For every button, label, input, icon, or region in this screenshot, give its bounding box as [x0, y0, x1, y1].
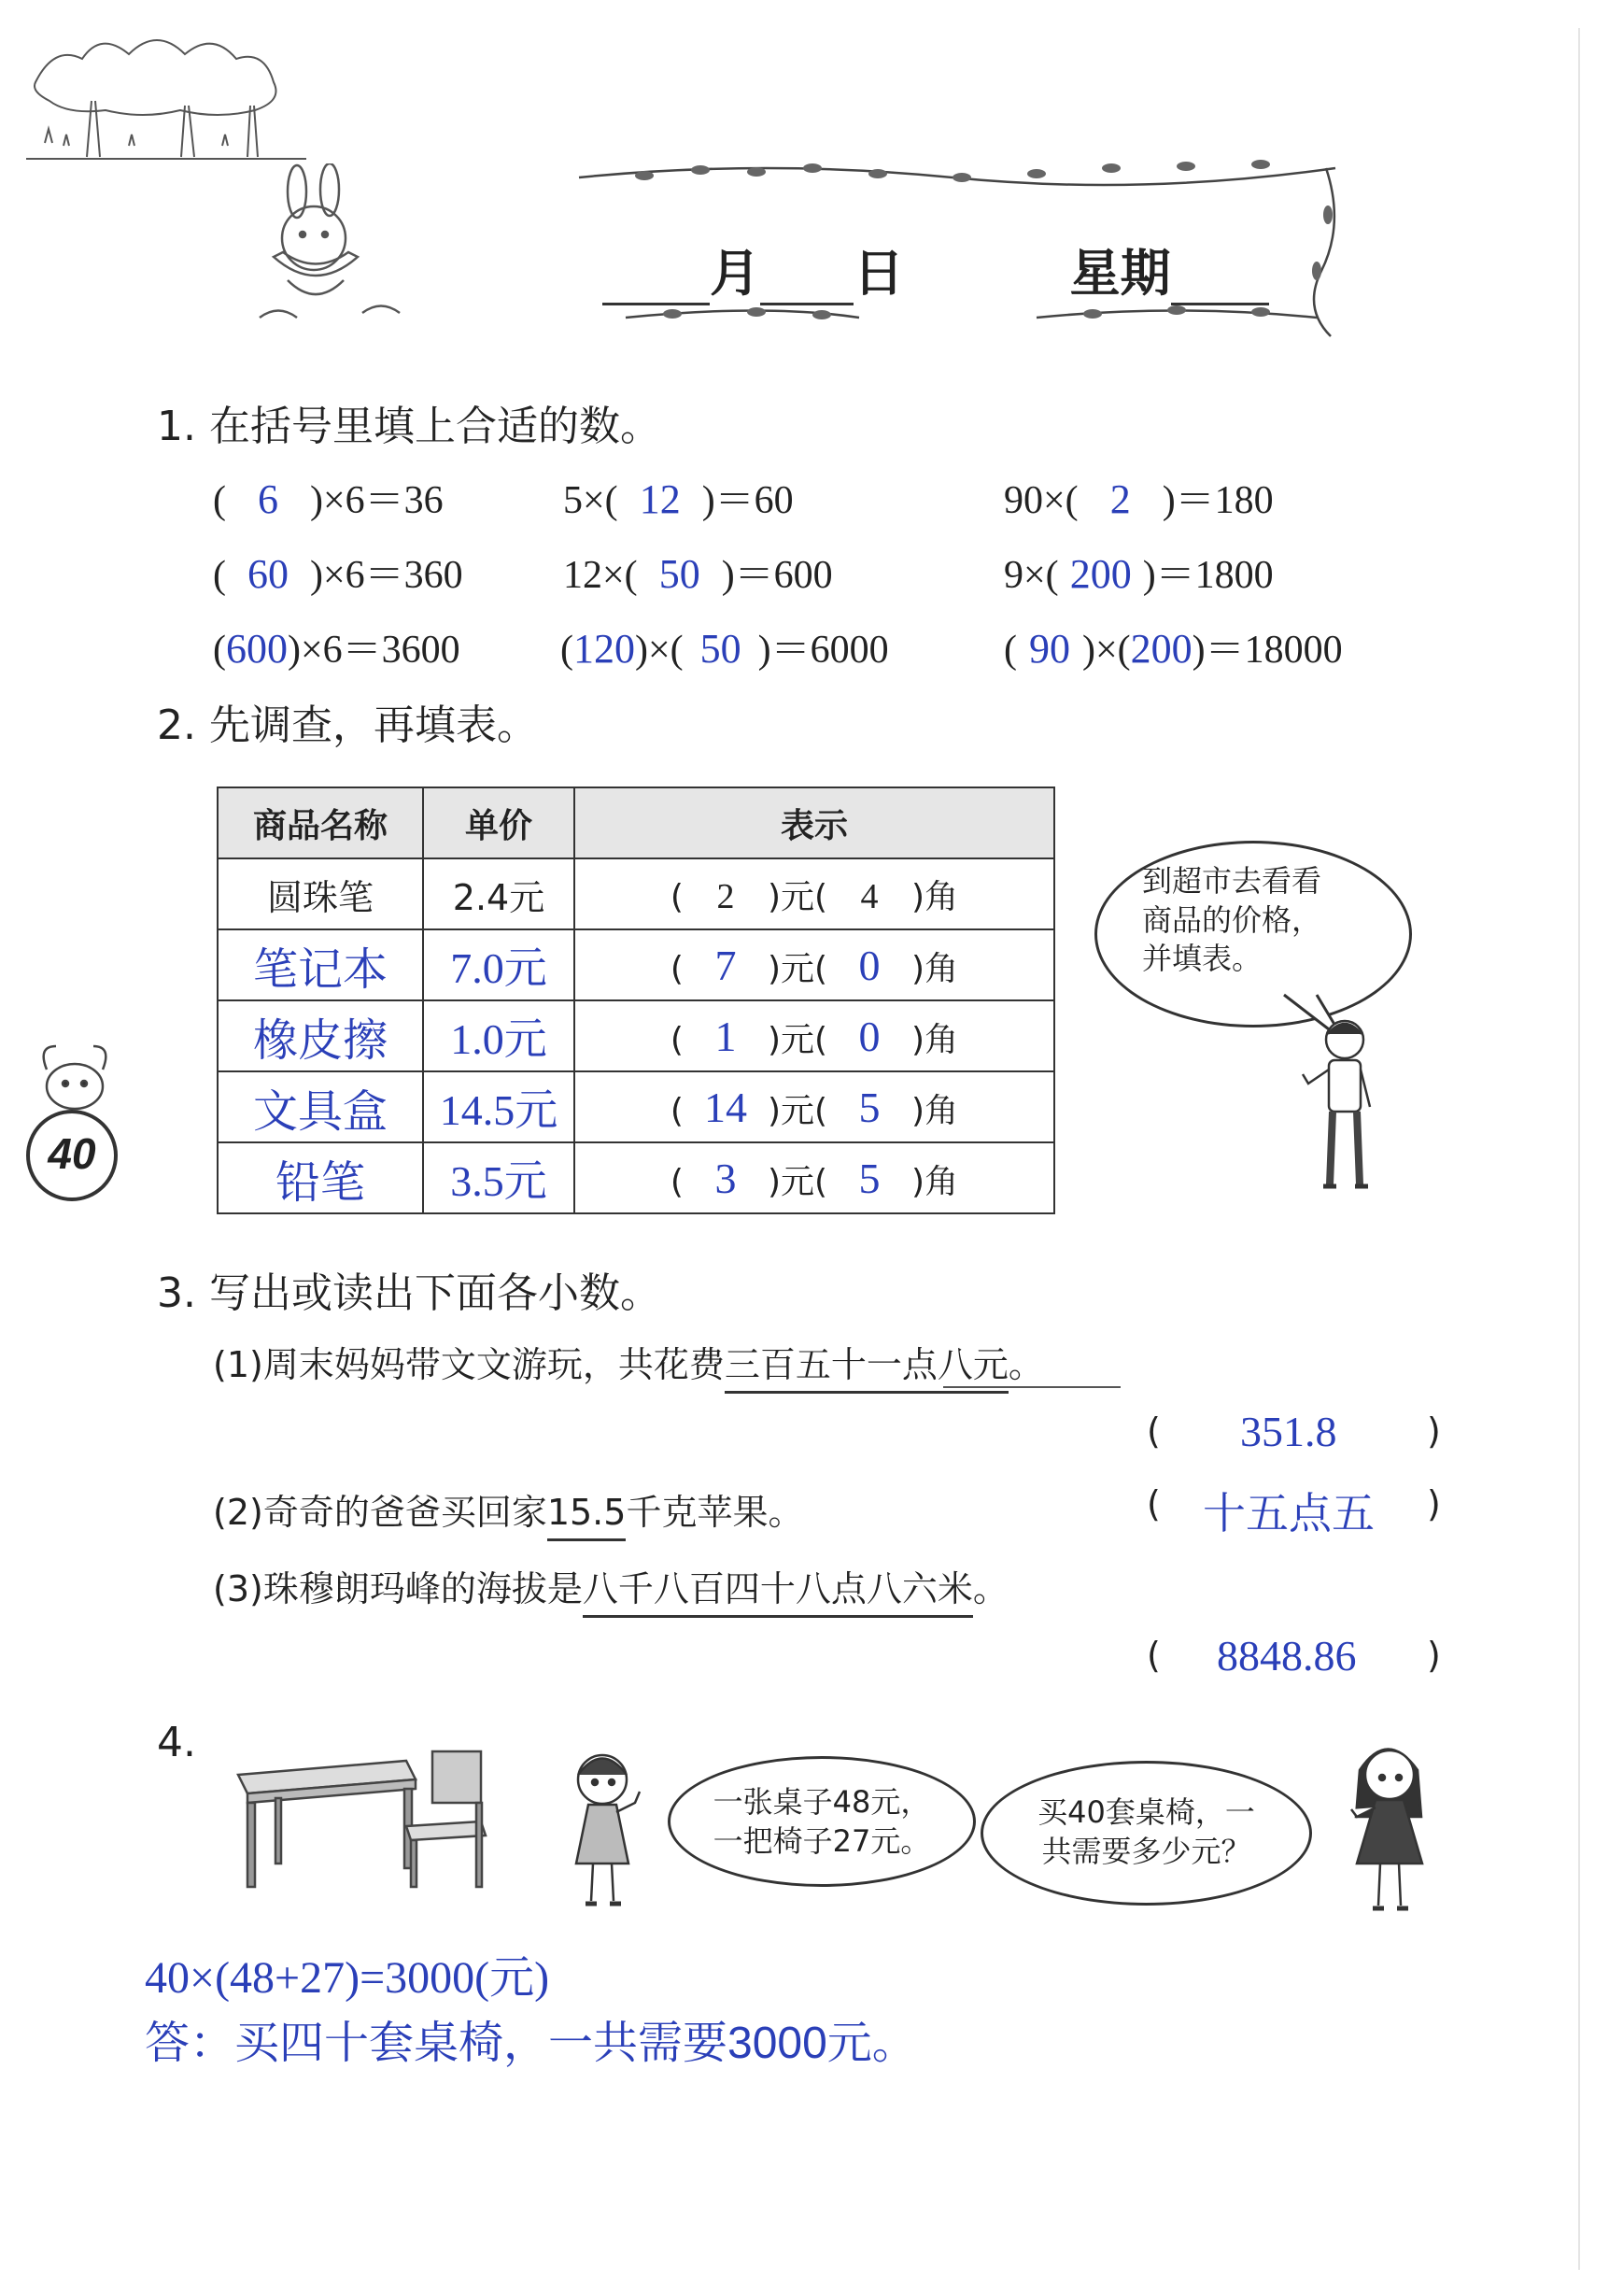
- month-label: 月: [710, 244, 760, 303]
- q3-p3-answer: 8848.86: [1217, 1632, 1357, 1679]
- eq-text: )＝6000: [757, 629, 889, 672]
- eq-text: 9×(: [1004, 554, 1059, 597]
- jiao-value: 5: [858, 1154, 881, 1202]
- eq-answer: 200: [1069, 551, 1132, 597]
- q1-equation: [213, 544, 463, 600]
- eq-text: 12×(: [563, 554, 638, 597]
- q2-title: 2. 先调查，再填表。: [157, 702, 538, 749]
- q3-p3-underlined: 八千八百四十八点八六米: [583, 1568, 973, 1618]
- q3-p1-answer: 351.8: [1240, 1408, 1337, 1455]
- eq-text: (: [560, 629, 573, 672]
- q1-equation: [1004, 544, 1274, 600]
- q3-p2-suffix: 千克苹果。: [626, 1492, 804, 1533]
- q3-p1-underlined: 三百五十一点八元: [725, 1344, 1009, 1394]
- bubble-line: 并填表。: [1142, 941, 1263, 977]
- eq-answer: 90: [1029, 626, 1070, 672]
- q3-p2-answer: 十五点五: [1203, 1490, 1375, 1538]
- table-row: [218, 1000, 1054, 1071]
- eq-text: )×6＝360: [310, 554, 463, 597]
- eq-answer: 6: [258, 476, 278, 522]
- goods-table: [217, 787, 1055, 1214]
- cell-display: ( 7 )元( 0 )角: [574, 929, 1054, 1000]
- eq-answer: 120: [573, 626, 635, 672]
- question-speech-bubble: [981, 1761, 1312, 1906]
- eq-text: )＝18000: [1192, 629, 1343, 672]
- eq-answer: 600: [226, 626, 288, 672]
- q1-equation: [560, 618, 889, 674]
- jiao-value: 0: [858, 1012, 881, 1060]
- jiao-value: 4: [860, 876, 879, 916]
- table-header-row: [218, 787, 1054, 858]
- eq-answer: 2: [1109, 476, 1131, 522]
- yuan-unit: 元: [780, 1162, 814, 1201]
- eq-text: 5×(: [563, 479, 618, 522]
- eq-text: (: [1004, 629, 1017, 672]
- q4-answer-text: 答：买四十套桌椅，一共需要3000元。: [145, 2019, 917, 2068]
- cell-name: 圆珠笔: [218, 858, 423, 929]
- weekday-label: 星期: [1069, 244, 1171, 303]
- eq-answer: 200: [1130, 626, 1193, 672]
- day-label: 日: [854, 244, 904, 303]
- jiao-unit: 角: [924, 1162, 959, 1201]
- bubble-line: 一把椅子27元。: [713, 1822, 931, 1859]
- q3-p2-underlined: 15.5: [547, 1492, 627, 1541]
- eq-text: (: [213, 554, 226, 597]
- eq-text: (: [213, 629, 226, 672]
- eq-text: )＝180: [1162, 479, 1274, 522]
- yuan-value: 7: [714, 941, 737, 989]
- girl-left-illustration: [556, 1747, 658, 1915]
- q4-answer-formula: 40×(48+27)=3000(元): [145, 1953, 550, 2003]
- q3-p3-text: (3)珠穆朗玛峰的海拔是: [213, 1568, 583, 1609]
- q3-p1-underline-ext: [943, 1386, 1121, 1388]
- q1-equation: [1004, 618, 1343, 674]
- eq-text: )×(: [1082, 629, 1131, 672]
- yuan-unit: 元: [780, 1020, 814, 1059]
- yuan-value: 1: [714, 1012, 737, 1060]
- eq-text: )＝60: [701, 479, 794, 522]
- cell-display: ( 1 )元( 0 )角: [574, 1000, 1054, 1071]
- q1-equation: [213, 469, 444, 525]
- cell-price: 2.4元: [423, 858, 574, 929]
- cell-name: 橡皮擦: [218, 1000, 423, 1071]
- cell-price: 14.5元: [423, 1071, 574, 1142]
- rabbit-illustration: [250, 163, 418, 332]
- header-display: 表示: [574, 787, 1054, 858]
- yuan-value: 2: [716, 876, 735, 916]
- q1-equation: [213, 618, 460, 674]
- price-speech-bubble: [668, 1756, 976, 1887]
- table-row: [218, 858, 1054, 929]
- cell-display: ( 2 )元( 4 )角: [574, 858, 1054, 929]
- jiao-unit: 角: [924, 1091, 959, 1130]
- day-blank[interactable]: [760, 265, 854, 305]
- eq-text: (: [213, 479, 226, 522]
- q1-equation: [1004, 469, 1274, 525]
- page-number-badge: [26, 1110, 118, 1201]
- q3-p3-suffix: 。: [972, 1568, 1009, 1609]
- page-edge-line: [1578, 28, 1580, 2270]
- eq-answer: 60: [247, 551, 289, 597]
- bubble-line: 商品的价格，: [1142, 901, 1322, 938]
- eq-text: )＝600: [721, 554, 833, 597]
- jiao-unit: 角: [924, 877, 959, 916]
- q3-part1: [213, 1336, 1044, 1387]
- boy-illustration: [1293, 1013, 1396, 1191]
- q3-p1-suffix: 。: [1008, 1344, 1044, 1385]
- page-number: 40: [48, 1129, 96, 1178]
- yuan-unit: 元: [780, 877, 814, 916]
- q1-equation: [563, 544, 833, 600]
- yuan-value: 14: [703, 1083, 747, 1131]
- girl-right-illustration: [1334, 1733, 1446, 1920]
- tree-illustration: [26, 26, 306, 166]
- eq-text: )×6＝3600: [288, 629, 460, 672]
- weekday-blank[interactable]: [1171, 265, 1269, 305]
- cell-price: 1.0元: [423, 1000, 574, 1071]
- yuan-unit: 元: [780, 949, 814, 988]
- bubble-line: 共需要多少元？: [1041, 1833, 1251, 1869]
- bubble-line: 到超市去看看: [1142, 863, 1322, 899]
- table-row: [218, 1142, 1054, 1213]
- yuan-value: 3: [714, 1154, 737, 1202]
- q3-p2-text: (2)奇奇的爸爸买回家: [213, 1492, 547, 1533]
- eq-answer: 50: [658, 551, 700, 597]
- eq-text: 90×(: [1004, 479, 1079, 522]
- q4-number: 4.: [157, 1719, 196, 1766]
- q1-equation: [563, 469, 794, 525]
- eq-answer: 12: [639, 476, 681, 522]
- header-name: 商品名称: [218, 787, 423, 858]
- eq-answer: 50: [699, 626, 741, 672]
- eq-text: )×(: [635, 629, 684, 672]
- yuan-unit: 元: [780, 1091, 814, 1130]
- table-row: [218, 929, 1054, 1000]
- q3-part2: [213, 1483, 803, 1535]
- jiao-value: 5: [858, 1083, 881, 1131]
- q3-part3: [213, 1560, 1009, 1611]
- cell-name: 文具盒: [218, 1071, 423, 1142]
- bubble-line: 一张桌子48元，: [713, 1784, 931, 1820]
- cell-name: 铅笔: [218, 1142, 423, 1213]
- cell-price: 7.0元: [423, 929, 574, 1000]
- eq-text: )×6＝36: [310, 479, 444, 522]
- q3-title: 3. 写出或读出下面各小数。: [157, 1269, 661, 1317]
- header-price: 单价: [423, 787, 574, 858]
- cell-display: ( 3 )元( 5 )角: [574, 1142, 1054, 1213]
- shopping-speech-bubble: [1094, 841, 1412, 1028]
- bubble-line: 买40套桌椅，一: [1037, 1794, 1255, 1830]
- desk-chair-illustration: [219, 1737, 490, 1896]
- eq-text: )＝1800: [1142, 554, 1274, 597]
- jiao-unit: 角: [924, 1020, 959, 1059]
- date-header: [602, 234, 1269, 305]
- jiao-value: 0: [858, 941, 881, 989]
- month-blank[interactable]: [602, 265, 710, 305]
- cell-name: 笔记本: [218, 929, 423, 1000]
- jiao-unit: 角: [924, 949, 959, 988]
- table-row: [218, 1071, 1054, 1142]
- q3-p1-text: (1)周末妈妈带文文游玩，共花费: [213, 1344, 725, 1385]
- q1-title: 1. 在括号里填上合适的数。: [157, 403, 661, 450]
- cell-price: 3.5元: [423, 1142, 574, 1213]
- cell-display: ( 14 )元( 5 )角: [574, 1071, 1054, 1142]
